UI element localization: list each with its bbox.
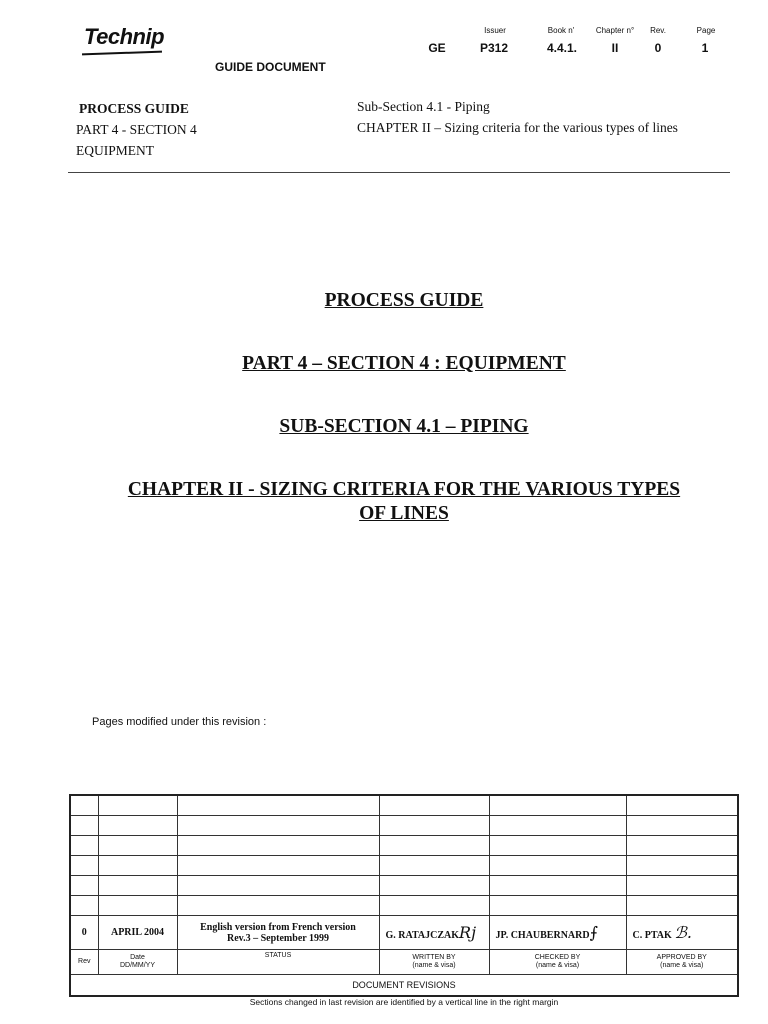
- blank-row: [70, 836, 738, 856]
- header-subsection: Sub-Section 4.1 - Piping: [357, 99, 490, 114]
- rev-value: 0: [654, 41, 662, 55]
- approved-by-cell: [626, 916, 738, 950]
- written-by-name: G. RATAJCZAK: [385, 930, 460, 941]
- status-line2: Rev.3 – September 1999: [226, 932, 330, 944]
- status-line1: English version from French version: [200, 921, 356, 933]
- header-divider: [68, 172, 730, 173]
- approved-col-label-line1: APPROVED BY: [656, 954, 707, 961]
- approved-col-label-line2: (name & visa): [660, 962, 704, 969]
- written-col-label-line1: WRITTEN BY: [412, 954, 456, 961]
- title-part-section: PART 4 – SECTION 4 : EQUIPMENT: [242, 353, 566, 374]
- book-value: 4.4.1.: [546, 41, 578, 55]
- issuer-label: Issuer: [484, 26, 506, 35]
- date-cell: APRIL 2004: [98, 916, 177, 950]
- document-type: GUIDE DOCUMENT: [215, 60, 326, 74]
- blank-row: [70, 856, 738, 876]
- approved-col-label: [626, 950, 738, 975]
- blank-row: [70, 795, 738, 816]
- rev-label: Rev.: [650, 26, 666, 35]
- approved-by-name: C. PTAK: [632, 930, 672, 941]
- checked-by-cell: [489, 916, 626, 950]
- logo-underline: [82, 51, 162, 56]
- table-caption: DOCUMENT REVISIONS: [70, 975, 738, 997]
- book-label: Book n': [547, 26, 575, 35]
- blank-row: [70, 816, 738, 836]
- pages-modified-label: Pages modified under this revision :: [92, 716, 267, 728]
- chapter-value: II: [611, 41, 619, 55]
- title-chapter-line1: CHAPTER II - SIZING CRITERIA FOR THE VARIOUS TYPES: [127, 479, 681, 500]
- header-left-block: [76, 98, 197, 161]
- date-col-label: [98, 950, 177, 975]
- header-equipment: EQUIPMENT: [76, 143, 154, 158]
- checked-col-label-line2: (name & visa): [535, 962, 580, 969]
- header-guide-name: PROCESS GUIDE: [79, 101, 189, 116]
- status-col-label: STATUS: [177, 950, 379, 975]
- header-chapter: CHAPTER II – Sizing criteria for the various types of lines: [357, 120, 678, 135]
- chapter-label: Chapter n°: [595, 26, 635, 35]
- title-process-guide: PROCESS GUIDE: [324, 290, 484, 311]
- checked-col-label-line1: CHECKED BY: [534, 954, 581, 961]
- header-right-block: [357, 96, 678, 138]
- checked-by-signature: ⨍: [589, 923, 598, 942]
- checked-by-name: JP. CHAUBERNARD: [495, 930, 590, 941]
- rev-cell: 0: [70, 916, 98, 950]
- title-chapter-line2: OF LINES: [359, 503, 449, 524]
- date-col-label-line1: Date: [130, 954, 145, 961]
- written-by-cell: [379, 916, 489, 950]
- status-cell: [177, 916, 379, 950]
- header-part-section: PART 4 - SECTION 4: [76, 122, 197, 137]
- column-labels-row: [70, 950, 738, 975]
- revision-row: [70, 916, 738, 950]
- technip-logo: Technip: [84, 24, 165, 49]
- title-subsection: SUB-SECTION 4.1 – PIPING: [279, 416, 529, 437]
- written-by-signature: Rj: [459, 923, 477, 942]
- blank-row: [70, 876, 738, 896]
- checked-col-label: [489, 950, 626, 975]
- written-col-label: [379, 950, 489, 975]
- ge-value: GE: [428, 41, 446, 55]
- table-caption-row: [70, 975, 738, 997]
- issuer-value: P312: [479, 41, 509, 55]
- approved-by-signature: ℬ.: [674, 923, 692, 942]
- footnote: Sections changed in last revision are identified by a vertical line in the right margin: [249, 997, 559, 1007]
- written-col-label-line2: (name & visa): [412, 962, 456, 969]
- revision-table: [69, 794, 739, 997]
- page-label: Page: [696, 26, 716, 35]
- page-value: 1: [701, 41, 709, 55]
- blank-row: [70, 896, 738, 916]
- rev-col-label: Rev: [70, 950, 98, 975]
- date-col-label-line2: DD/MM/YY: [120, 962, 155, 969]
